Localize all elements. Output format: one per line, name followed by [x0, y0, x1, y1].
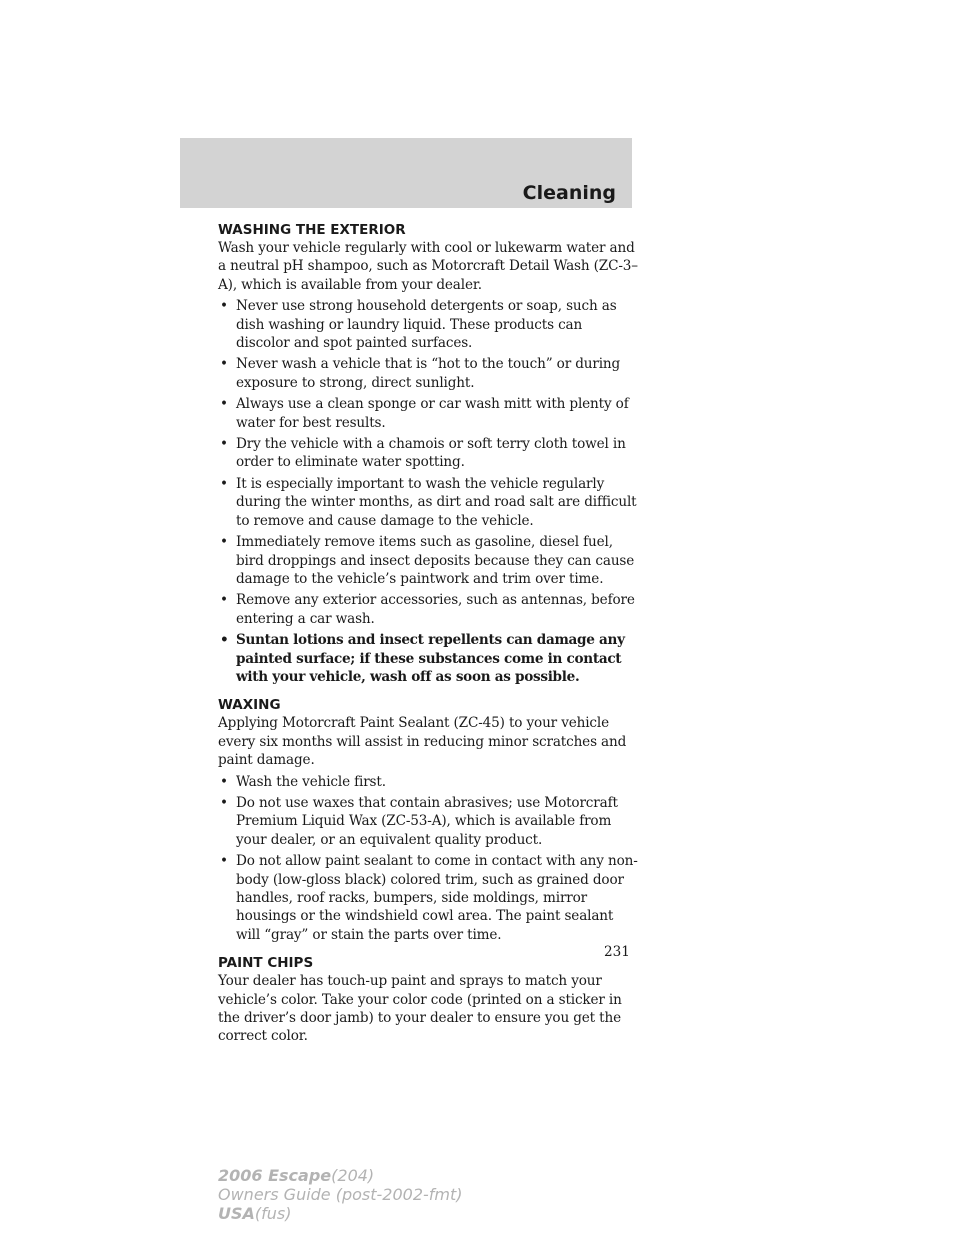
bullet-icon: • [220, 632, 229, 649]
footer-line-market: USA(fus) [218, 1204, 292, 1223]
list-item: • Remove any exterior accessories, such as antennas, before entering a car wash. [220, 592, 635, 627]
waxing-bullet-list [218, 773, 638, 945]
list-item: • Wash the vehicle first. [220, 773, 386, 790]
section-title: Cleaning [522, 182, 616, 204]
bullet-icon: • [220, 794, 228, 811]
bullet-icon: • [220, 592, 228, 609]
document-footer [218, 1166, 463, 1223]
waxing-intro: Applying Motorcraft Paint Sealant (ZC-45) to your vehicle every six months will assist in reducing minor scratches and paint damage. [218, 715, 627, 769]
washing-intro: Wash your vehicle regularly with cool or lukewarm water and a neutral pH shampoo, such as Motorcraft Detail Wash (ZC-3–A), which is available from your dealer. [218, 240, 638, 293]
section-header-band [180, 138, 632, 208]
bullet-icon: • [220, 396, 228, 413]
bullet-icon: • [220, 436, 228, 453]
list-item: • Do not allow paint sealant to come in contact with any non-body (low-gloss black) colored trim, such as grained door handles, roof racks, bumpers, side moldings, mirror housings or the windshield cowl area. The paint sealant will “gray” or stain the parts over time. [220, 853, 638, 943]
bullet-icon: • [220, 298, 228, 315]
bullet-icon: • [220, 475, 228, 492]
list-item: • Dry the vehicle with a chamois or soft terry cloth towel in order to eliminate water spotting. [220, 436, 626, 471]
waxing-heading: WAXING [218, 697, 281, 714]
list-item: • Immediately remove items such as gasoline, diesel fuel, bird droppings and insect deposits because they can cause damage to the vehicle’s paintwork and trim over time. [220, 534, 635, 587]
list-item: • Never wash a vehicle that is “hot to the touch” or during exposure to strong, direct sunlight. [220, 356, 621, 391]
footer-line-guide: Owners Guide (post-2002-fmt) [218, 1185, 463, 1204]
list-item: • Always use a clean sponge or car wash mitt with plenty of water for best results. [220, 396, 629, 431]
bullet-icon: • [220, 356, 228, 373]
washing-bullet-list [218, 297, 638, 686]
washing-heading: WASHING THE EXTERIOR [218, 222, 406, 238]
footer-line-model: 2006 Escape(204) [218, 1166, 375, 1185]
list-item: • It is especially important to wash the vehicle regularly during the winter months, as dirt and road salt are difficult to remove and cause damage to the vehicle. [220, 475, 637, 529]
paint-chips-intro: Your dealer has touch-up paint and sprays to match your vehicle’s color. Take your color code (printed on a sticker in the driver’s door jamb) to your dealer to ensure you get the correct color. [218, 973, 622, 1045]
list-item: • Never use strong household detergents or soap, such as dish washing or laundry liquid. These products can discolor and spot painted surfaces. [220, 298, 617, 352]
page-number: 231 [604, 944, 630, 960]
bullet-icon: • [220, 853, 228, 870]
list-item: • Do not use waxes that contain abrasives; use Motorcraft Premium Liquid Wax (ZC-53-A), which is available from your dealer, or an equivalent quality product. [220, 794, 618, 848]
bullet-icon: • [220, 534, 228, 551]
page-content [218, 221, 638, 1047]
paint-chips-heading: PAINT CHIPS [218, 955, 314, 972]
list-item-warning: • Suntan lotions and insect repellents can damage any painted surface; if these substances come in contact with your vehicle, wash off as soon as possible. [220, 632, 625, 685]
bullet-icon: • [220, 773, 228, 790]
